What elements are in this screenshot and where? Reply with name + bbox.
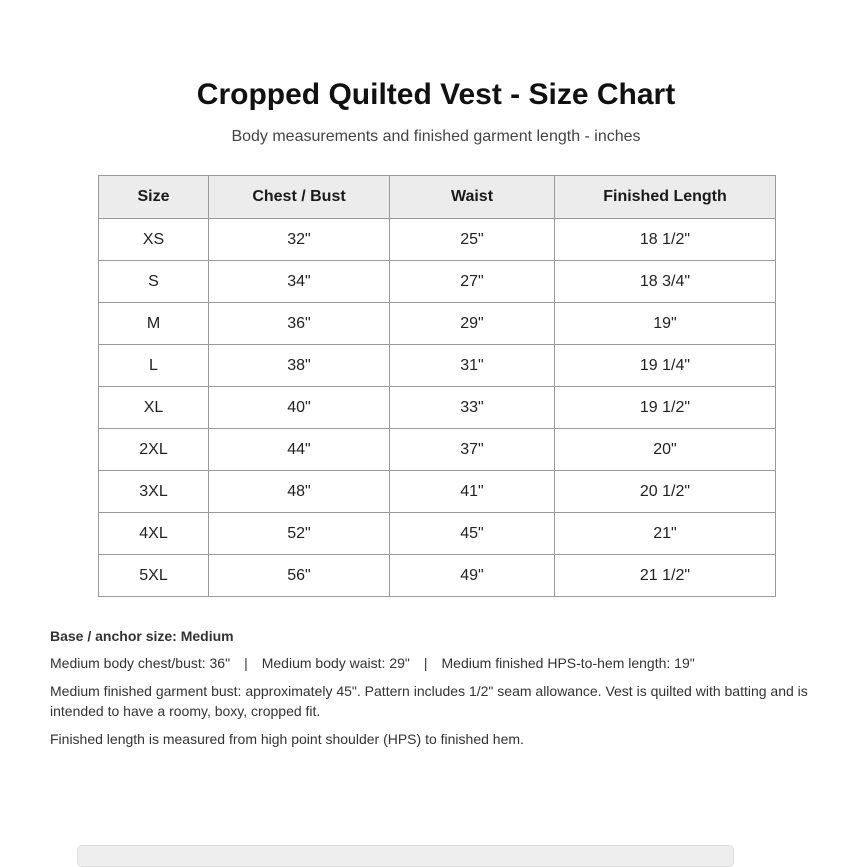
length-cell: 18 3/4": [555, 261, 776, 303]
medium-measurements-line: [50, 653, 840, 673]
table-row: [99, 387, 776, 429]
size-cell: L: [99, 345, 209, 387]
table-row: [99, 429, 776, 471]
size-cell: XL: [99, 387, 209, 429]
waist-cell: 49": [390, 555, 555, 597]
anchor-size-heading: Base / anchor size: Medium: [50, 628, 234, 644]
length-cell: 18 1/2": [555, 219, 776, 261]
size-cell: M: [99, 303, 209, 345]
table-header-row: [99, 176, 776, 219]
header-chest-bust: Chest / Bust: [209, 176, 390, 219]
size-cell: 5XL: [99, 555, 209, 597]
chest-cell: 44": [209, 429, 390, 471]
waist-cell: 27": [390, 261, 555, 303]
length-measure-note: Finished length is measured from high point shoulder (HPS) to finished hem.: [50, 731, 524, 747]
size-notes: [50, 626, 840, 757]
separator: |: [423, 655, 428, 671]
waist-cell: 41": [390, 471, 555, 513]
waist-cell: 29": [390, 303, 555, 345]
length-cell: 21": [555, 513, 776, 555]
table-row: [99, 345, 776, 387]
size-cell: 2XL: [99, 429, 209, 471]
size-cell: S: [99, 261, 209, 303]
waist-cell: 31": [390, 345, 555, 387]
table-row: [99, 555, 776, 597]
bottom-panel-edge: [77, 845, 734, 867]
table-row: [99, 513, 776, 555]
chest-cell: 36": [209, 303, 390, 345]
chest-cell: 52": [209, 513, 390, 555]
size-cell: 4XL: [99, 513, 209, 555]
length-cell: 19 1/4": [555, 345, 776, 387]
chest-cell: 34": [209, 261, 390, 303]
medium-chest-note: Medium body chest/bust: 36": [50, 655, 231, 671]
header-size: Size: [99, 176, 209, 219]
page-title: Cropped Quilted Vest - Size Chart: [196, 78, 676, 111]
length-cell: 21 1/2": [555, 555, 776, 597]
chest-cell: 38": [209, 345, 390, 387]
length-cell: 19 1/2": [555, 387, 776, 429]
length-cell: 20 1/2": [555, 471, 776, 513]
waist-cell: 25": [390, 219, 555, 261]
size-chart-table: [98, 175, 776, 597]
chest-cell: 32": [209, 219, 390, 261]
table-row: [99, 219, 776, 261]
size-cell: 3XL: [99, 471, 209, 513]
chest-cell: 56": [209, 555, 390, 597]
table-row: [99, 471, 776, 513]
separator: |: [244, 655, 248, 671]
length-cell: 19": [555, 303, 776, 345]
medium-waist-note: Medium body waist: 29": [261, 655, 410, 671]
waist-cell: 37": [390, 429, 555, 471]
chest-cell: 48": [209, 471, 390, 513]
page-subtitle: Body measurements and finished garment length - inches: [231, 128, 641, 145]
waist-cell: 33": [390, 387, 555, 429]
finished-bust-note: Medium finished garment bust: approximately 45". Pattern includes 1/2" seam allowance. Vest is quilted with batting and is intended to have a roomy, boxy, cropped fit.: [50, 683, 808, 719]
header-finished-length: Finished Length: [555, 176, 776, 219]
header-waist: Waist: [390, 176, 555, 219]
chest-cell: 40": [209, 387, 390, 429]
table-row: [99, 261, 776, 303]
length-cell: 20": [555, 429, 776, 471]
waist-cell: 45": [390, 513, 555, 555]
medium-length-note: Medium finished HPS-to-hem length: 19": [441, 655, 695, 671]
size-cell: XS: [99, 219, 209, 261]
table-row: [99, 303, 776, 345]
